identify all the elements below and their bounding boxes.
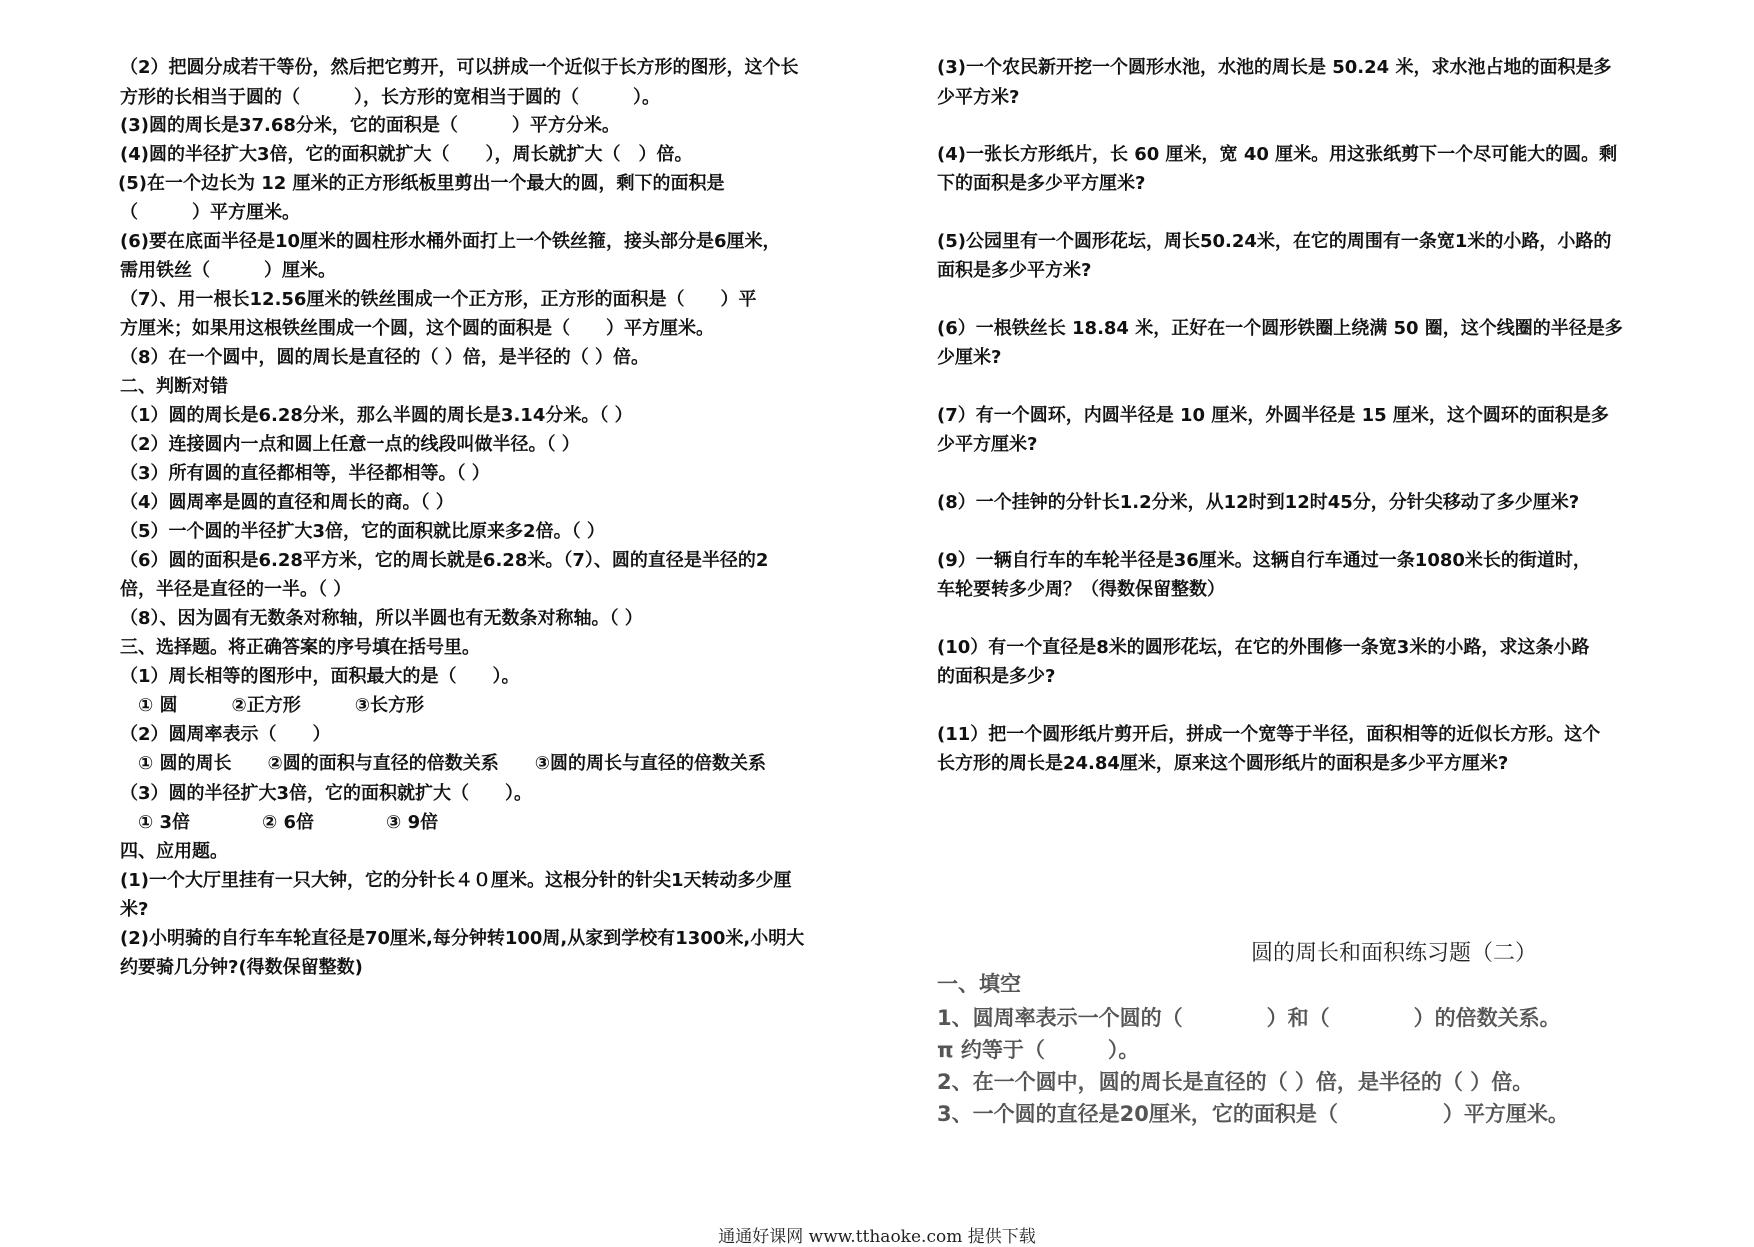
fill-line-3: 2、在一个圆中，圆的周长是直径的（ ）倍，是半径的（ ）倍。 <box>937 1070 1534 1094</box>
right-line-12: (9）一辆自行车的车轮半径是36厘米。这辆自行车通过一条1080米长的街道时， <box>937 550 1591 571</box>
left-line-1: （2）把圆分成若干等份，然后把它剪开，可以拼成一个近似于长方形的图形，这个长 <box>120 57 799 78</box>
left-line-23: ① 圆 ②正方形 ③长方形 <box>120 695 424 716</box>
right-line-13: 车轮要转多少周？（得数保留整数） <box>937 579 1225 600</box>
section-title: 圆的周长和面积练习题（二） <box>1250 941 1537 966</box>
left-line-32: 约要骑几分钟?(得数保留整数) <box>120 957 363 978</box>
fill-line-2: π 约等于（ ）。 <box>937 1038 1140 1062</box>
left-line-16: （4）圆周率是圆的直径和周长的商。（ ） <box>120 492 454 513</box>
left-line-19: 倍，半径是直径的一半。（ ） <box>120 579 352 600</box>
right-line-4: 下的面积是多少平方厘米? <box>937 173 1146 194</box>
left-line-6: （ ）平方厘米。 <box>120 202 300 223</box>
left-line-7: (6)要在底面半径是10厘米的圆柱形水桶外面打上一个铁丝箍，接头部分是6厘米， <box>120 231 781 252</box>
left-line-11: （8）在一个圆中，圆的周长是直径的（ ）倍，是半径的（ ）倍。 <box>120 347 650 368</box>
left-line-25: ① 圆的周长 ②圆的面积与直径的倍数关系 ③圆的周长与直径的倍数关系 <box>120 753 766 774</box>
right-line-9: (7）有一个圆环，内圆半径是 10 厘米，外圆半径是 15 厘米，这个圆环的面积是多 <box>937 405 1609 426</box>
fill-line-4: 3、一个圆的直径是20厘米，它的面积是（ ）平方厘米。 <box>937 1102 1569 1126</box>
right-line-8: 少厘米? <box>937 347 1002 368</box>
left-line-8: 需用铁丝（ ）厘米。 <box>120 260 336 281</box>
right-line-17: 长方形的周长是24.84厘米，原来这个圆形纸片的面积是多少平方厘米? <box>937 753 1509 774</box>
left-line-17: （5）一个圆的半径扩大3倍，它的面积就比原来多2倍。（ ） <box>120 521 605 542</box>
right-line-6: 面积是多少平方米? <box>937 260 1092 281</box>
right-line-3: (4)一张长方形纸片，长 60 厘米，宽 40 厘米。用这张纸剪下一个尽可能大的圆。剩 <box>937 144 1618 165</box>
left-line-4: (4)圆的半径扩大3倍，它的面积就扩大（ ），周长就扩大（ ）倍。 <box>120 144 693 165</box>
left-line-14: （2）连接圆内一点和圆上任意一点的线段叫做半径。（ ） <box>120 434 580 455</box>
right-line-7: (6）一根铁丝长 18.84 米，正好在一个圆形铁圈上绕满 50 圈，这个线圈的半径是多 <box>937 318 1623 339</box>
left-line-3: (3)圆的周长是37.68分米，它的面积是（ ）平方分米。 <box>120 115 620 136</box>
fill-line-1: 1、圆周率表示一个圆的（ ）和（ ）的倍数关系。 <box>937 1006 1561 1030</box>
left-line-2: 方形的长相当于圆的（ ），长方形的宽相当于圆的（ ）。 <box>120 87 660 108</box>
right-line-11: (8）一个挂钟的分针长1.2分米，从12时到12时45分，分针尖移动了多少厘米? <box>937 492 1580 513</box>
right-line-5: (5)公园里有一个圆形花坛，周长50.24米，在它的周围有一条宽1米的小路，小路的 <box>937 231 1612 252</box>
right-line-1: (3)一个农民新开挖一个圆形水池，水池的周长是 50.24 米，求水池占地的面积是多 <box>937 57 1612 78</box>
part-heading-fill-blank: 一、填空 <box>937 972 1021 996</box>
left-line-30: 米? <box>120 899 149 920</box>
left-line-13: （1）圆的周长是6.28分米，那么半圆的周长是3.14分米。（ ） <box>120 405 633 426</box>
left-line-29: (1)一个大厅里挂有一只大钟，它的分针长４０厘米。这根分针的针尖1天转动多少厘 <box>120 870 792 891</box>
left-line-22: （1）周长相等的图形中，面积最大的是（ ）。 <box>120 666 520 687</box>
left-line-9: （7）、用一根长12.56厘米的铁丝围成一个正方形，正方形的面积是（ ）平 <box>120 289 757 310</box>
section-heading-choice: 三、选择题。将正确答案的序号填在括号里。 <box>120 637 480 658</box>
left-line-5: (5)在一个边长为 12 厘米的正方形纸板里剪出一个最大的圆，剩下的面积是 <box>118 173 725 194</box>
right-line-2: 少平方米? <box>937 87 1020 108</box>
left-line-18: （6）圆的面积是6.28平方米，它的周长就是6.28米。（7）、圆的直径是半径的2 <box>120 550 769 571</box>
left-line-31: (2)小明骑的自行车车轮直径是70厘米,每分钟转100周,从家到学校有1300米,小明大 <box>120 928 805 949</box>
left-line-10: 方厘米；如果用这根铁丝围成一个圆，这个圆的面积是（ ）平方厘米。 <box>120 318 714 339</box>
right-line-10: 少平方厘米? <box>937 434 1038 455</box>
footer-credit: 通通好课网 www.tthaoke.com 提供下载 <box>718 1227 1036 1247</box>
left-line-24: （2）圆周率表示（ ） <box>120 724 331 745</box>
left-line-26: （3）圆的半径扩大3倍，它的面积就扩大（ ）。 <box>120 783 533 804</box>
left-line-27: ① 3倍 ② 6倍 ③ 9倍 <box>120 812 439 833</box>
right-line-16: (11）把一个圆形纸片剪开后，拼成一个宽等于半径，面积相等的近似长方形。这个 <box>937 724 1601 745</box>
right-line-15: 的面积是多少? <box>937 666 1056 687</box>
left-line-20: （8）、因为圆有无数条对称轴，所以半圆也有无数条对称轴。（ ） <box>120 608 643 629</box>
section-heading-true-false: 二、判断对错 <box>120 376 228 397</box>
right-line-14: (10）有一个直径是8米的圆形花坛，在它的外围修一条宽3米的小路，求这条小路 <box>937 637 1590 658</box>
section-heading-application: 四、应用题。 <box>120 841 228 862</box>
left-line-15: （3）所有圆的直径都相等，半径都相等。（ ） <box>120 463 490 484</box>
